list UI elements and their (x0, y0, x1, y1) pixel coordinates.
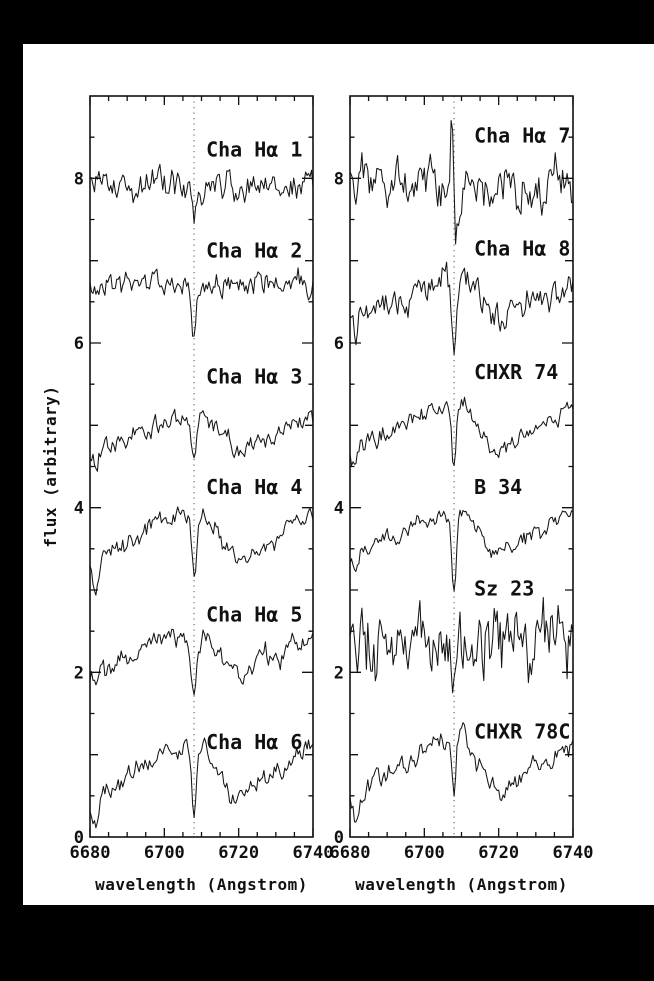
series-label: Cha Hα 2 (206, 238, 303, 263)
series-label: CHXR 74 (474, 360, 559, 385)
series-label: Cha Hα 3 (206, 364, 303, 389)
x-axis-tick-label: 6720 (478, 843, 520, 863)
series-label: Cha Hα 5 (206, 602, 303, 627)
series-label: B 34 (474, 475, 523, 500)
y-axis-tick-label: 6 (73, 334, 84, 354)
y-axis-tick-label: 2 (73, 663, 84, 684)
y-axis-tick-label: 8 (333, 169, 344, 190)
y-axis-tick-label: 8 (73, 169, 84, 190)
series-label: Cha Hα 7 (474, 123, 571, 148)
series-label: Cha Hα 4 (206, 475, 303, 500)
x-axis-tick-label: 6680 (329, 843, 371, 863)
x-axis-tick-label: 6700 (403, 843, 445, 863)
y-axis-tick-label: 2 (333, 663, 344, 684)
series-label: Cha Hα 6 (206, 729, 303, 754)
y-axis-tick-label: 6 (333, 334, 344, 354)
series-label: Sz 23 (474, 576, 535, 601)
x-axis-tick-label: 6720 (218, 843, 260, 863)
y-axis-title: flux (arbitrary) (41, 385, 60, 548)
series-label: CHXR 78C (474, 719, 571, 744)
series-label: Cha Hα 1 (206, 137, 303, 162)
y-axis-tick-label: 0 (333, 828, 344, 848)
x-axis-title: wavelength (Angstrom) (355, 875, 568, 894)
y-axis-tick-label: 4 (73, 498, 84, 519)
x-axis-tick-label: 6740 (292, 843, 334, 863)
y-axis-tick-label: 4 (333, 498, 344, 519)
x-axis-title: wavelength (Angstrom) (95, 875, 308, 894)
y-axis-tick-label: 0 (73, 828, 84, 848)
series-label: Cha Hα 8 (474, 236, 571, 261)
x-axis-tick-label: 6680 (69, 843, 111, 863)
x-axis-tick-label: 6740 (552, 843, 594, 863)
x-axis-tick-label: 6700 (143, 843, 185, 863)
